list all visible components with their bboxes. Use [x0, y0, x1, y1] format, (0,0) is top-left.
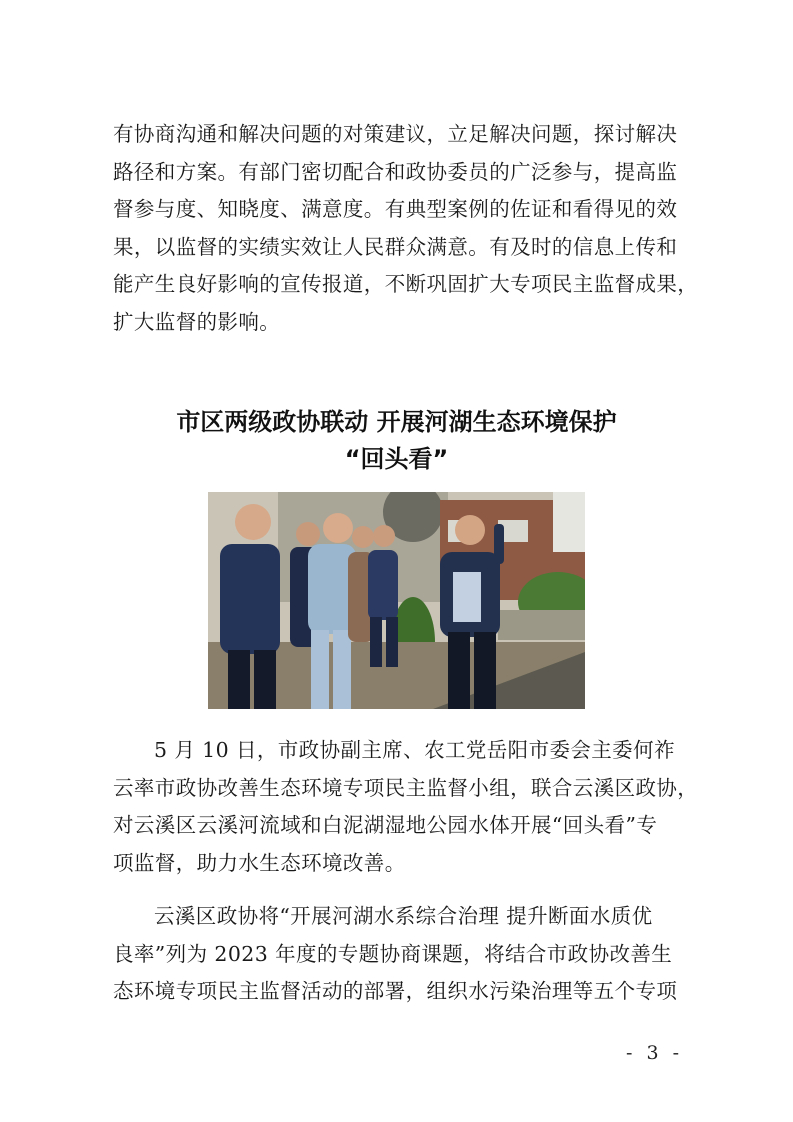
text-line: 有协商沟通和解决问题的对策建议，立足解决问题，探讨解决	[113, 122, 678, 146]
article-photo	[208, 492, 585, 709]
page-number: - 3 -	[626, 1042, 684, 1064]
intro-paragraph	[113, 116, 699, 341]
text-line: 路径和方案。有部门密切配合和政协委员的广泛参与，提高监	[113, 159, 678, 184]
article-paragraph-2	[113, 898, 685, 1011]
text-line: 5 月 10 日，市政协副主席、农工党岳阳市委会主委何祚	[154, 738, 675, 762]
text-line: 能产生良好影响的宣传报道，不断巩固扩大专项民主监督成果，	[113, 272, 699, 296]
article-title-line2: “回头看”	[344, 445, 449, 473]
text-line: 督参与度、知晓度、满意度。有典型案例的佐证和看得见的效	[113, 197, 678, 221]
text-line: 云率市政协改善生态环境专项民主监督小组，联合云溪区政协，	[113, 775, 699, 800]
text-line: 对云溪区云溪河流域和白泥湖湿地公园水体开展“回头看”专	[113, 813, 658, 837]
article-title-line1: 市区两级政协联动 开展河湖生态环境保护	[176, 408, 617, 436]
text-line: 良率”列为 2023 年度的专题协商课题，将结合市政协改善生	[113, 941, 673, 966]
text-line: 项监督，助力水生态环境改善。	[113, 850, 406, 875]
article-paragraph-1	[113, 732, 699, 882]
text-line: 态环境专项民主监督活动的部署，组织水污染治理等五个专项	[113, 979, 678, 1003]
text-line: 云溪区政协将“开展河湖水系综合治理 提升断面水质优	[154, 904, 653, 928]
text-line: 扩大监督的影响。	[113, 309, 281, 334]
text-line: 果，以监督的实绩实效让人民群众满意。有及时的信息上传和	[113, 234, 678, 259]
